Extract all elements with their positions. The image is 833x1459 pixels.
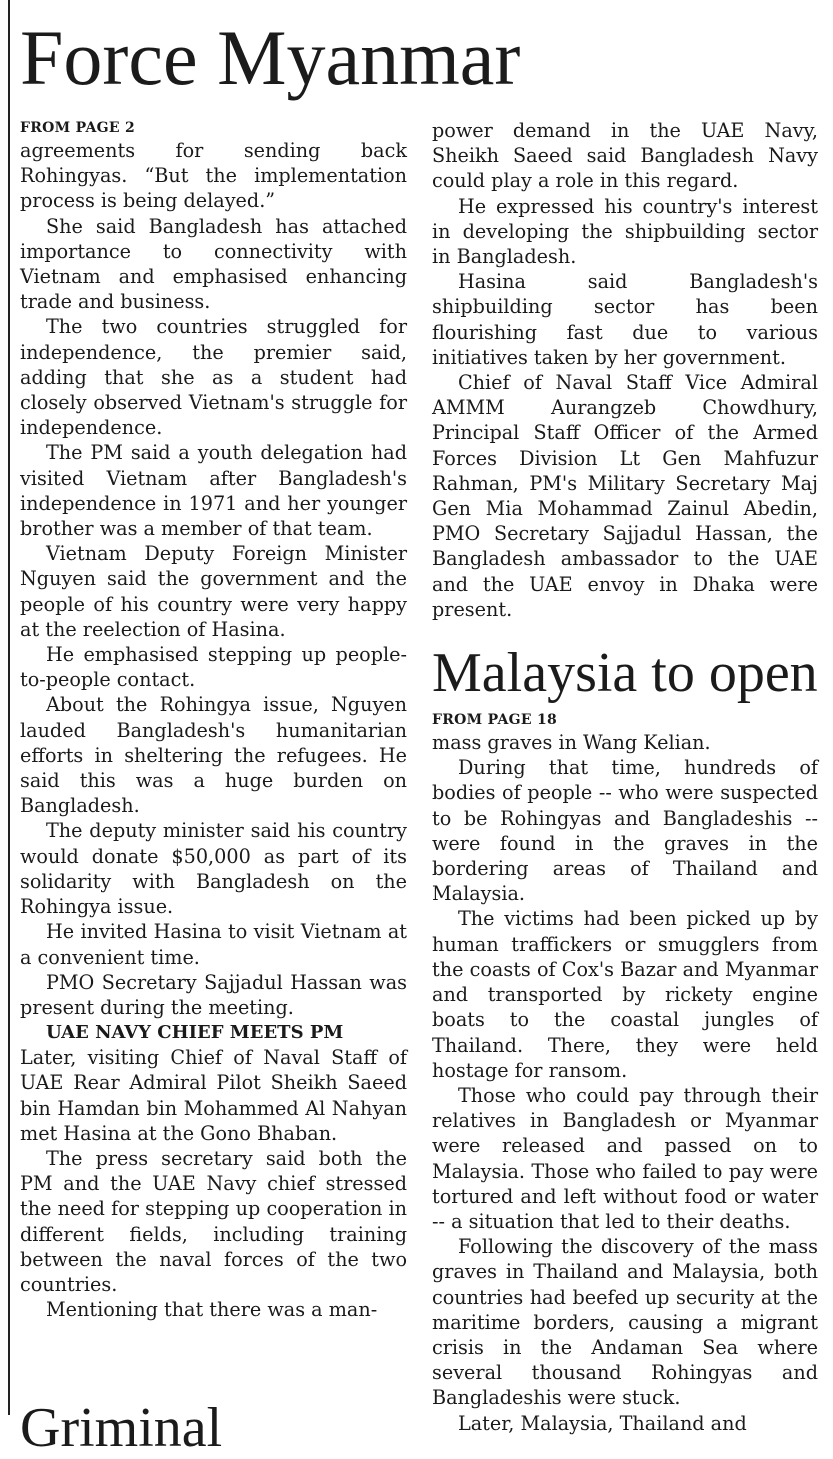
- article-paragraph: The deputy minister said his country would donate $50,000 as part of its solidarity with Bangladesh on the Rohingya issue.: [20, 819, 407, 919]
- article-paragraph: The press secretary said both the PM and the UAE Navy chief stressed the need for stepping up cooperation in different fields, including training between the naval forces of the two countries.: [20, 1146, 407, 1296]
- article-paragraph: Hasina said Bangladesh's shipbuilding sector has been flourishing fast due to various initiatives taken by her government.: [432, 270, 818, 369]
- article-paragraph: Those who could pay through their relatives in Bangladesh or Myanmar were released and passed on to Malaysia. Those who failed to pay were tortured and left without food or water -- a situation that led to their deaths.: [432, 1083, 818, 1233]
- article-paragraph: Following the discovery of the mass graves in Thailand and Malaysia, both countries had beefed up security at the maritime borders, causing a migrant crisis in the Andaman Sea where several thousand Rohingyas and Bangladeshis were stuck.: [432, 1235, 818, 1410]
- article-paragraph: The victims had been picked up by human traffickers or smugglers from the coasts of Cox's Bazar and Myanmar and transported by rickety engine boats to the coastal jungles of Thailand. There, they were held hostage for ransom.: [432, 907, 818, 1082]
- article-paragraph: power demand in the UAE Navy, Sheikh Saeed said Bangladesh Navy could play a role in this regard.: [432, 119, 818, 193]
- article-paragraph: During that time, hundreds of bodies of people -- who were suspected to be Rohingyas and Bangladeshis -- were found in the graves in the bordering areas of Thailand and Malaysia.: [432, 756, 818, 906]
- story-headline: Malaysia to open: [432, 642, 818, 705]
- page-headline: Force Myanmar: [20, 14, 521, 101]
- article-paragraph: He invited Hasina to visit Vietnam at a convenient time.: [20, 920, 407, 969]
- article-paragraph: PMO Secretary Sajjadul Hassan was present during the meeting.: [20, 970, 407, 1019]
- article-paragraph: mass graves in Wang Kelian.: [432, 731, 711, 755]
- section-subhead: UAE NAVY CHIEF MEETS PM: [46, 1022, 344, 1044]
- article-paragraph: About the Rohingya issue, Nguyen lauded Bangladesh's humanitarian efforts in sheltering the refugees. He said this was a huge burden on Bangladesh.: [20, 693, 407, 818]
- article-paragraph: He expressed his country's interest in developing the shipbuilding sector in Bangladesh.: [432, 194, 818, 269]
- article-paragraph: Mentioning that there was a man-: [46, 1298, 378, 1322]
- article-paragraph: Vietnam Deputy Foreign Minister Nguyen said the government and the people of his country were very happy at the reelection of Hasina.: [20, 542, 407, 641]
- continued-from-label: FROM PAGE 18: [432, 712, 558, 729]
- article-paragraph: The PM said a youth delegation had visited Vietnam after Bangladesh's independence in 1971 and her younger brother was a member of that team.: [20, 441, 407, 541]
- column-rule: [8, 0, 10, 1415]
- article-paragraph: She said Bangladesh has attached importance to connectivity with Vietnam and emphasised enhancing trade and business.: [20, 214, 407, 314]
- next-headline-fragment: Griminal: [20, 1397, 223, 1459]
- right-column: [432, 118, 818, 1436]
- article-paragraph: He emphasised stepping up people-to-people contact.: [20, 643, 407, 692]
- article-paragraph: Later, Malaysia, Thailand and: [458, 1411, 747, 1435]
- article-paragraph: Chief of Naval Staff Vice Admiral AMMM Aurangzeb Chowdhury, Principal Staff Officer of the Armed Forces Division Lt Gen Mahfuzur Rahman, PM's Military Secretary Maj Gen Mia Mohammad Zainul Abedin, PMO Secretary Sajjadul Hassan, the Bangladesh ambassador to the UAE and the UAE envoy in Dhaka were present.: [432, 371, 818, 621]
- article-paragraph: Later, visiting Chief of Naval Staff of UAE Rear Admiral Pilot Sheikh Saeed bin Hamdan bin Mohammed Al Nahyan met Hasina at the Gono Bhaban.: [20, 1046, 407, 1145]
- article-paragraph: agreements for sending back Rohingyas. “But the implementation process is being delayed.”: [20, 139, 407, 213]
- continued-from-label: FROM PAGE 2: [20, 120, 136, 136]
- article-paragraph: The two countries struggled for independence, the premier said, adding that she as a student had closely observed Vietnam's struggle for independence.: [20, 315, 407, 440]
- left-column: [20, 118, 407, 1322]
